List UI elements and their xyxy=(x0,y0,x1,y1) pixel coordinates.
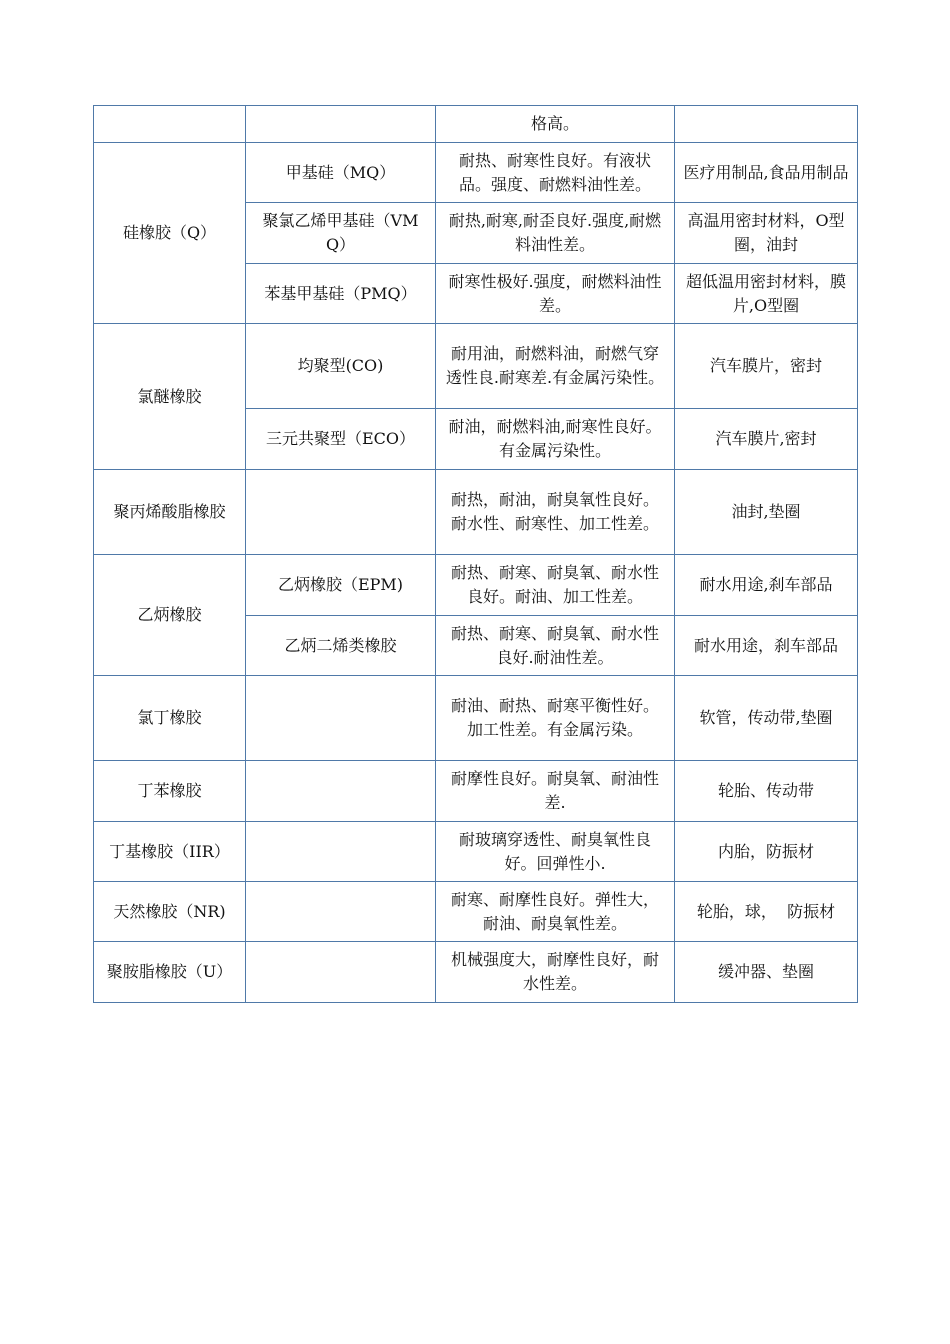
table-cell-uses: 高温用密封材料，O型圈，油封 xyxy=(675,203,858,264)
table-cell-type: 乙炳橡胶 xyxy=(94,555,246,676)
table-row xyxy=(94,143,858,203)
table-cell-properties: 耐油，耐燃料油,耐寒性良好。有金属污染性。 xyxy=(436,409,675,470)
table-cell-type: 丁苯橡胶 xyxy=(94,761,246,822)
table-row xyxy=(94,555,858,616)
table-cell-type: 聚胺脂橡胶（U） xyxy=(94,942,246,1003)
table-cell-subtype xyxy=(246,761,436,822)
table-cell-uses: 耐水用途，刹车部品 xyxy=(675,616,858,676)
table-cell-properties: 耐玻璃穿透性、耐臭氧性良好。回弹性小. xyxy=(436,822,675,882)
table-row xyxy=(94,942,858,1003)
table-cell-uses: 油封,垫圈 xyxy=(675,470,858,555)
table-cell-properties: 耐寒、耐摩性良好。弹性大，耐油、耐臭氧性差。 xyxy=(436,882,675,942)
table-cell-properties: 机械强度大，耐摩性良好，耐水性差。 xyxy=(436,942,675,1003)
table-cell-type: 聚丙烯酸脂橡胶 xyxy=(94,470,246,555)
table-cell-type: 丁基橡胶（IIR） xyxy=(94,822,246,882)
table-row xyxy=(94,882,858,942)
table-cell-uses: 医疗用制品,食品用制品 xyxy=(675,143,858,203)
table-row xyxy=(94,470,858,555)
rubber-properties-table xyxy=(93,105,858,1003)
table-cell-subtype: 乙炳橡胶（EPM) xyxy=(246,555,436,616)
table-row xyxy=(94,761,858,822)
table-cell-uses xyxy=(675,106,858,143)
table-cell-subtype xyxy=(246,470,436,555)
table-cell-subtype xyxy=(246,822,436,882)
table-row xyxy=(94,822,858,882)
table-cell-properties: 耐热、耐寒、耐臭氧、耐水性良好.耐油性差。 xyxy=(436,616,675,676)
table-cell-properties: 耐用油，耐燃料油，耐燃气穿透性良.耐寒差.有金属污染性。 xyxy=(436,324,675,409)
table-cell-subtype: 乙炳二烯类橡胶 xyxy=(246,616,436,676)
table-cell-type: 天然橡胶（NR) xyxy=(94,882,246,942)
table-cell-type: 硅橡胶（Q） xyxy=(94,143,246,324)
table-cell-properties: 耐热、耐寒、耐臭氧、耐水性良好。耐油、加工性差。 xyxy=(436,555,675,616)
table-cell-subtype xyxy=(246,106,436,143)
table-cell-properties: 耐热、耐寒性良好。有液状品。强度、耐燃料油性差。 xyxy=(436,143,675,203)
table-cell-uses: 内胎，防振材 xyxy=(675,822,858,882)
table-cell-subtype: 聚氯乙烯甲基硅（VMQ） xyxy=(246,203,436,264)
table-cell-subtype xyxy=(246,882,436,942)
table-cell-subtype: 苯基甲基硅（PMQ） xyxy=(246,264,436,324)
table-cell-uses: 缓冲器、垫圈 xyxy=(675,942,858,1003)
table-cell-uses: 软管，传动带,垫圈 xyxy=(675,676,858,761)
table-cell-properties: 耐热，耐油，耐臭氧性良好。耐水性、耐寒性、加工性差。 xyxy=(436,470,675,555)
table-cell-subtype xyxy=(246,942,436,1003)
table-cell-properties: 耐摩性良好。耐臭氧、耐油性差. xyxy=(436,761,675,822)
table-cell-properties: 耐油、耐热、耐寒平衡性好。加工性差。有金属污染。 xyxy=(436,676,675,761)
table-cell-subtype: 均聚型(CO) xyxy=(246,324,436,409)
table-cell-subtype: 甲基硅（MQ） xyxy=(246,143,436,203)
table-cell-uses: 轮胎、传动带 xyxy=(675,761,858,822)
table-cell-type: 氯醚橡胶 xyxy=(94,324,246,470)
table-row xyxy=(94,676,858,761)
table-row xyxy=(94,106,858,143)
table-cell-subtype: 三元共聚型（ECO） xyxy=(246,409,436,470)
table-row xyxy=(94,324,858,409)
table-cell-subtype xyxy=(246,676,436,761)
table-cell-type xyxy=(94,106,246,143)
table-cell-uses: 汽车膜片，密封 xyxy=(675,324,858,409)
table-cell-uses: 汽车膜片,密封 xyxy=(675,409,858,470)
table-cell-uses: 轮胎，球， 防振材 xyxy=(675,882,858,942)
table-cell-properties: 格高。 xyxy=(436,106,675,143)
table-cell-properties: 耐寒性极好.强度，耐燃料油性差。 xyxy=(436,264,675,324)
table-cell-uses: 耐水用途,刹车部品 xyxy=(675,555,858,616)
table-cell-properties: 耐热,耐寒,耐歪良好.强度,耐燃料油性差。 xyxy=(436,203,675,264)
table-cell-uses: 超低温用密封材料，膜片,O型圈 xyxy=(675,264,858,324)
table-cell-type: 氯丁橡胶 xyxy=(94,676,246,761)
